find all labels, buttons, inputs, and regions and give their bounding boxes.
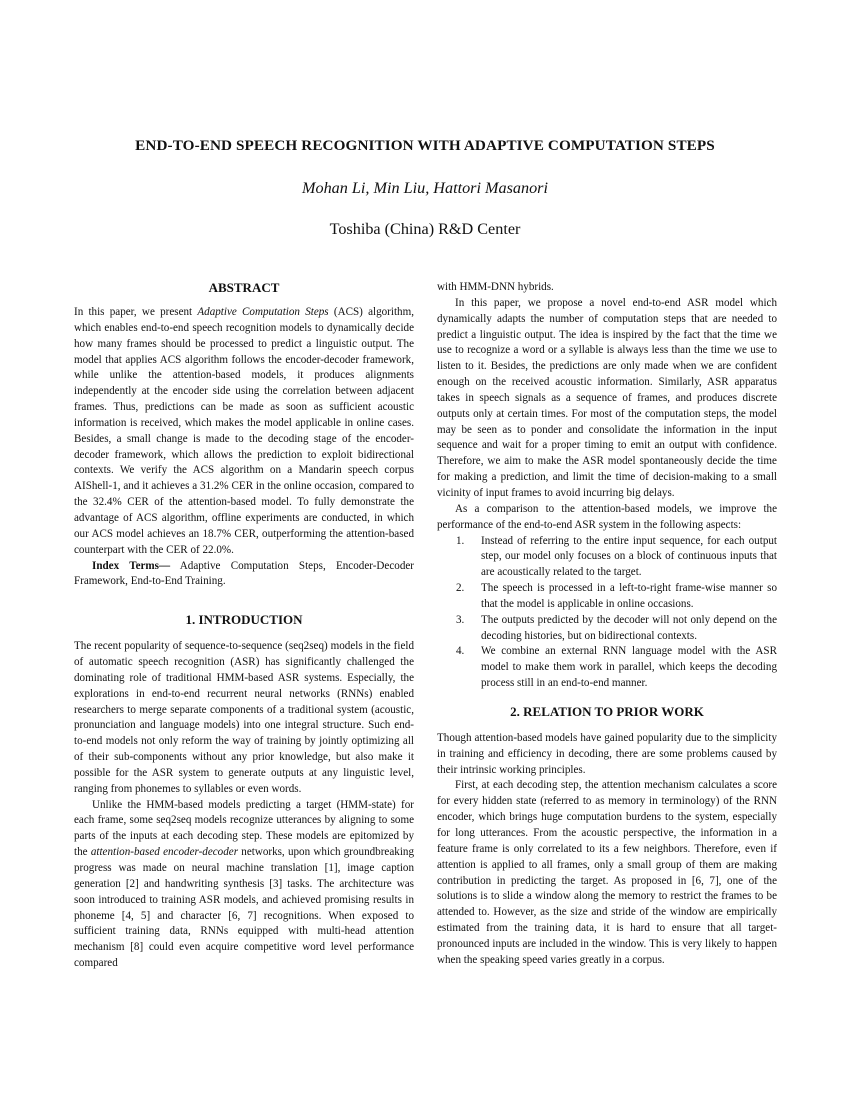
- intro-paragraph-2-continued: with HMM-DNN hybrids.: [437, 281, 554, 293]
- abstract-paragraph: In this paper, we present Adaptive Computation Steps (ACS) algorithm, which enables end-to-end speech recognition models to dynamically decide how many frames should be processed to predict a linguistic output. The model that applies ACS algorithm follows the encoder-decoder framework, while unlike the attention-based models, it produces alignments independently at the encoder side using the correlation between adjacent frames. Thus, predictions can be made as soon as sufficient acoustic information is received, which makes the model applicable in online cases. Besides, a small change is made to the decoding stage of the encoder-decoder framework, which allows the prediction to exploit bidirectional contexts. We verify the ACS algorithm on a Mandarin speech corpus AIShell-1, and it achieves a 31.2% CER in the online occasion, compared to the 32.4% CER of the attention-based model. To fully demonstrate the advantage of ACS algorithm, offline experiments are conducted, in which our ACS model achieves an 18.7% CER, outperforming the attention-based counterpart with the CER of 22.0%.: [74, 306, 414, 556]
- intro-paragraph-4: As a comparison to the attention-based models, we improve the performance of the end-to-end ASR system in the following aspects:: [437, 502, 777, 531]
- paper-title: END-TO-END SPEECH RECOGNITION WITH ADAPTIVE COMPUTATION STEPS: [135, 137, 715, 154]
- list-item: 4. We combine an external RNN language model with the ASR model to make them work in parallel, which keeps the decoding process still in an end-to-end manner.: [456, 645, 777, 690]
- intro-paragraph-3: In this paper, we propose a novel end-to-end ASR model which dynamically adapts the number of computation steps that are needed to predict a linguistic output. The idea is inspired by the fact that the time we use to recognize a word or a syllable is always less than the time we use to listen to it. Besides, the predictions are only made when we are confident enough on the received acoustic information. Similarly, ASR apparatus takes in speech signals as a sequence of frames, and produces discrete outputs only at certain times. For most of the computation steps, the model may be seen as to ponder and consolidate the information in the input sequence and wait for a proper timing to emit an output with confidence. Therefore, we aim to make the ASR model spontaneously decide the time for making a prediction, and limit the time of decision-making to a small vicinity of input frames to avoid incurring big delays.: [437, 296, 777, 499]
- intro-paragraph-1: The recent popularity of sequence-to-sequence (seq2seq) models in the field of automatic speech recognition (ASR) has significantly challenged the dominating role of traditional HMM-based ASR systems. Especially, the explorations in end-to-end recurrent neural networks (RNNs) enabled researchers to merge separate components of a traditional system (acoustic, pronunciation and language models) into one integral structure. Such end-to-end models not only reform the way of training by jointly optimizing all of their sub-components without any prior knowledge, but also make it possible for the ASR system to generate outputs at any linguistic level, ranging from phonemes to syllables or even words.: [74, 640, 414, 795]
- author-list: Mohan Li, Min Liu, Hattori Masanori: [302, 179, 548, 197]
- prior-work-heading: 2. RELATION TO PRIOR WORK: [510, 703, 704, 719]
- affiliation: Toshiba (China) R&D Center: [329, 220, 521, 238]
- left-column: [74, 280, 414, 972]
- abstract-heading: ABSTRACT: [208, 280, 280, 295]
- aspect-list: [437, 534, 777, 692]
- prior-paragraph-1: Though attention-based models have gained popularity due to the simplicity in training and efficiency in decoding, there are some problems caused by their intrinsic working principles.: [437, 731, 777, 776]
- prior-paragraph-2: First, at each decoding step, the attention mechanism calculates a score for every hidden state (referred to as memory in terminology) of the RNN encoder, which brings huge computation burdens to the system, especially for long utterances. From the acoustic perspective, the information in a feature frame is only correlated to its a few neighbors. Therefore, even if attention is applied to all frames, only a small group of them are making contribution in predicting the target. As proposed in [6, 7], one of the solutions is to slide a window along the memory to restrict the frames to be attended to. However, as the size and stride of the window are empirically estimated from the training data, it is hard to ensure that all target-pronounced inputs are included in the window. This is very likely to happen when the speaking speed varies greatly in a corpus.: [437, 779, 777, 966]
- intro-heading: 1. INTRODUCTION: [185, 612, 303, 628]
- list-number: 1.: [456, 534, 465, 547]
- list-number: 2.: [456, 582, 465, 595]
- acs-term: Adaptive Computation Steps: [197, 306, 329, 318]
- right-column: [437, 280, 777, 969]
- index-terms: Index Terms— Adaptive Computation Steps, Encoder-Decoder Framework, End-to-End Training.: [74, 559, 414, 588]
- list-item: 3. The outputs predicted by the decoder will not only depend on the decoding histories, but on bidirectional contexts.: [456, 613, 777, 642]
- list-number: 3.: [456, 613, 465, 626]
- list-item: 1. Instead of referring to the entire input sequence, for each output step, our model only focuses on a block of continuous inputs that are acoustically related to the target.: [456, 534, 777, 579]
- intro-paragraph-2: Unlike the HMM-based models predicting a target (HMM-state) for each frame, some seq2seq models recognize utterances by aligning to some parts of the inputs at each decoding step. These models are epitomized by the attention-based encoder-decoder networks, upon which groundbreaking progress was made on neural machine translation [1], image caption generation [2] and handwriting synthesis [3] tasks. The architecture was soon introduced to training ASR models, and achieved promising results in phoneme [4, 5] and character [6, 7] recognitions. When exposed to sufficient training data, RNNs equipped with multi-head attention mechanism [8] could even acquire competitive word level performance compared: [74, 798, 414, 970]
- attention-term: attention-based encoder-decoder: [90, 846, 239, 859]
- list-item: 2. The speech is processed in a left-to-right frame-wise manner so that the model is applicable in online occasions.: [456, 582, 777, 610]
- index-terms-label: Index Terms—: [92, 559, 171, 572]
- list-number: 4.: [456, 645, 465, 658]
